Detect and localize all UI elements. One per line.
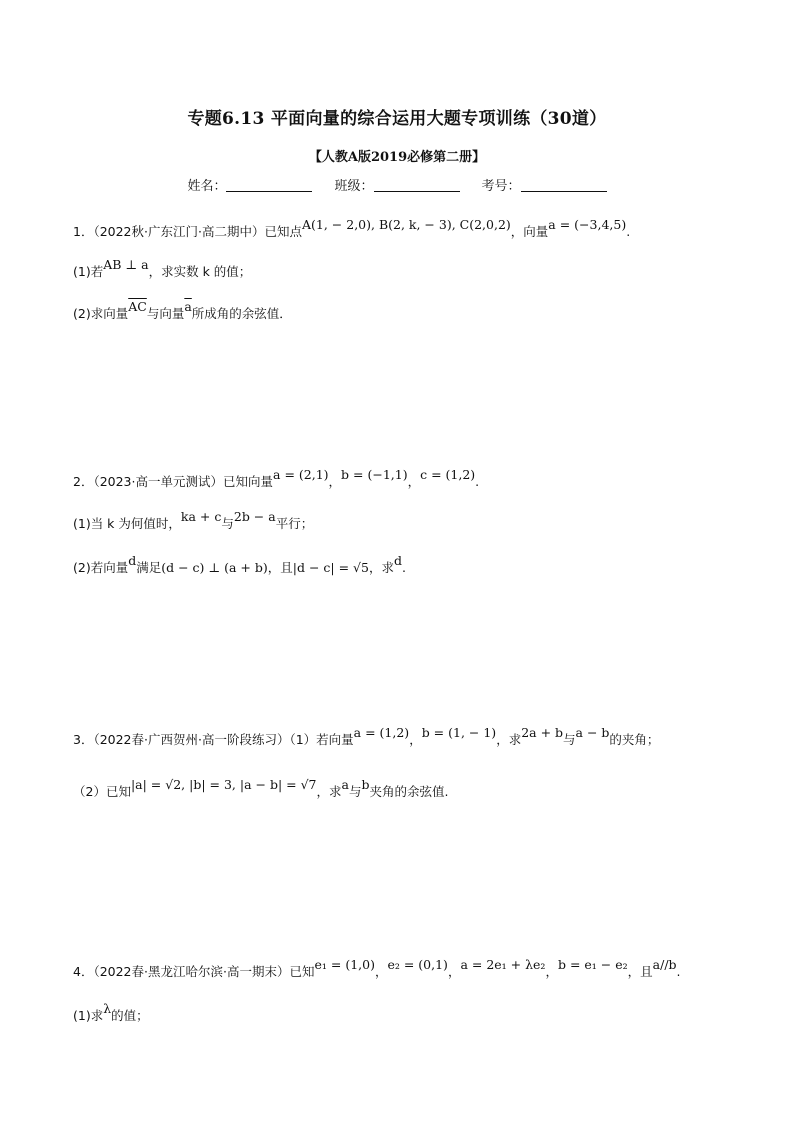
question-1-stem — [73, 217, 631, 242]
math-expression: λ — [103, 1001, 112, 1016]
question-3-part-2 — [73, 777, 449, 802]
question-text: . — [402, 560, 406, 575]
question-text: . — [676, 964, 681, 979]
math-expression: (d − c) ⊥ (a + b) — [161, 560, 268, 575]
question-4-stem — [73, 957, 681, 982]
page-title: 专题6.13 平面向量的综合运用大题专项训练（30道） — [187, 109, 607, 129]
question-text: . — [626, 224, 631, 239]
question-text: (1)求 — [73, 1008, 104, 1023]
student-info-row — [0, 175, 794, 194]
question-number: 1． — [73, 224, 94, 239]
question-text: 所成角的余弦值． — [191, 306, 292, 321]
question-number: 3． — [73, 732, 94, 747]
question-text: ， — [328, 474, 342, 489]
question-1-part-1 — [73, 257, 252, 282]
question-text: （1）若向量 — [289, 732, 354, 747]
math-expression: AB ⊥ a — [103, 257, 149, 272]
math-expression: b = (1, − 1) — [421, 725, 497, 740]
question-source: （2023·高一单元测试） — [93, 474, 223, 489]
question-text: ， — [447, 964, 461, 979]
math-expression: a − b — [575, 725, 610, 740]
math-expression: e₁ = (1,0) — [314, 957, 375, 972]
math-expression: b = (−1,1) — [341, 467, 408, 482]
math-expression: $\overline{AC}$ — [128, 299, 147, 314]
question-text: 的夹角； — [609, 732, 660, 747]
question-text: 与 — [563, 732, 576, 747]
question-text: (1)当 k 为何值时， — [73, 516, 181, 531]
question-text: 已知点 — [264, 224, 302, 239]
question-number: 2． — [73, 474, 94, 489]
question-text: 平行； — [275, 516, 314, 531]
math-expression: e₂ = (0,1) — [387, 957, 448, 972]
question-text: 与向量 — [146, 306, 185, 321]
question-text: 满足 — [136, 560, 162, 575]
question-text: 与 — [221, 516, 234, 531]
question-source: （2022春·黑龙江哈尔滨·高一期末） — [93, 964, 290, 979]
math-expression: |d − c| = √5 — [292, 560, 369, 575]
question-text: ，求 — [316, 784, 342, 799]
math-expression: 2b − a — [233, 509, 276, 524]
math-expression: a = 2e₁ + λe₂ — [460, 957, 546, 972]
math-expression: a//b — [652, 957, 677, 972]
page-subtitle: 【人教A版2019必修第二册】 — [308, 150, 486, 165]
math-expression: ka + c — [180, 509, 222, 524]
math-expression: a = (1,2) — [353, 725, 410, 740]
question-2-stem — [73, 467, 480, 492]
question-text: ， — [374, 964, 388, 979]
question-text: 已知向量 — [223, 474, 274, 489]
question-1-part-2 — [73, 299, 292, 324]
math-expression: a = (−3,4,5) — [548, 217, 627, 232]
question-2-part-1 — [73, 509, 314, 534]
question-text: ，且 — [267, 560, 293, 575]
question-text: ， — [409, 732, 422, 747]
class-blank — [374, 179, 460, 192]
exam-number-label: 考号： — [481, 179, 521, 194]
question-3-stem — [73, 725, 660, 750]
math-expression: $\overline{a}$ — [184, 299, 192, 314]
question-text: （2）已知 — [73, 784, 131, 799]
question-text: ， — [407, 474, 421, 489]
math-expression: d — [128, 553, 137, 568]
math-expression: a = (2,1) — [273, 467, 329, 482]
math-expression: b — [361, 777, 370, 792]
question-text: (1)若 — [73, 264, 104, 279]
question-text: ，求 — [496, 732, 522, 747]
question-text: 已知 — [289, 964, 315, 979]
question-text: 与 — [348, 784, 362, 799]
math-expression: |a| = √2, |b| = 3, |a − b| = √7 — [130, 777, 317, 792]
exam-number-blank — [521, 179, 607, 192]
question-number: 4． — [73, 964, 94, 979]
class-label: 班级： — [334, 179, 374, 194]
question-text: ，求 — [368, 560, 394, 575]
question-source: （2022秋·广东江门·高二期中） — [93, 224, 265, 239]
question-text: 夹角的余弦值. — [369, 784, 449, 799]
question-text: . — [475, 474, 480, 489]
math-expression: A(1, − 2,0), B(2, k, − 3), C(2,0,2) — [301, 217, 511, 232]
math-expression: 2a + b — [521, 725, 564, 740]
question-text: (2)求向量 — [73, 306, 129, 321]
question-text: ， — [545, 964, 558, 979]
question-4-part-1 — [73, 1001, 149, 1026]
question-text: ，向量 — [510, 224, 549, 239]
question-text: (2)若向量 — [73, 560, 129, 575]
question-text: ，求实数 k 的值； — [148, 264, 252, 279]
math-expression: a — [341, 777, 349, 792]
question-text: 的值； — [111, 1008, 149, 1023]
math-expression: d — [393, 553, 402, 568]
question-text: ，且 — [627, 964, 653, 979]
question-2-part-2 — [73, 553, 406, 578]
math-expression: c = (1,2) — [420, 467, 476, 482]
question-source: （2022春·广西贺州·高一阶段练习） — [93, 732, 290, 747]
math-expression: b = e₁ − e₂ — [557, 957, 628, 972]
name-label: 姓名： — [187, 179, 227, 194]
name-blank — [226, 179, 312, 192]
